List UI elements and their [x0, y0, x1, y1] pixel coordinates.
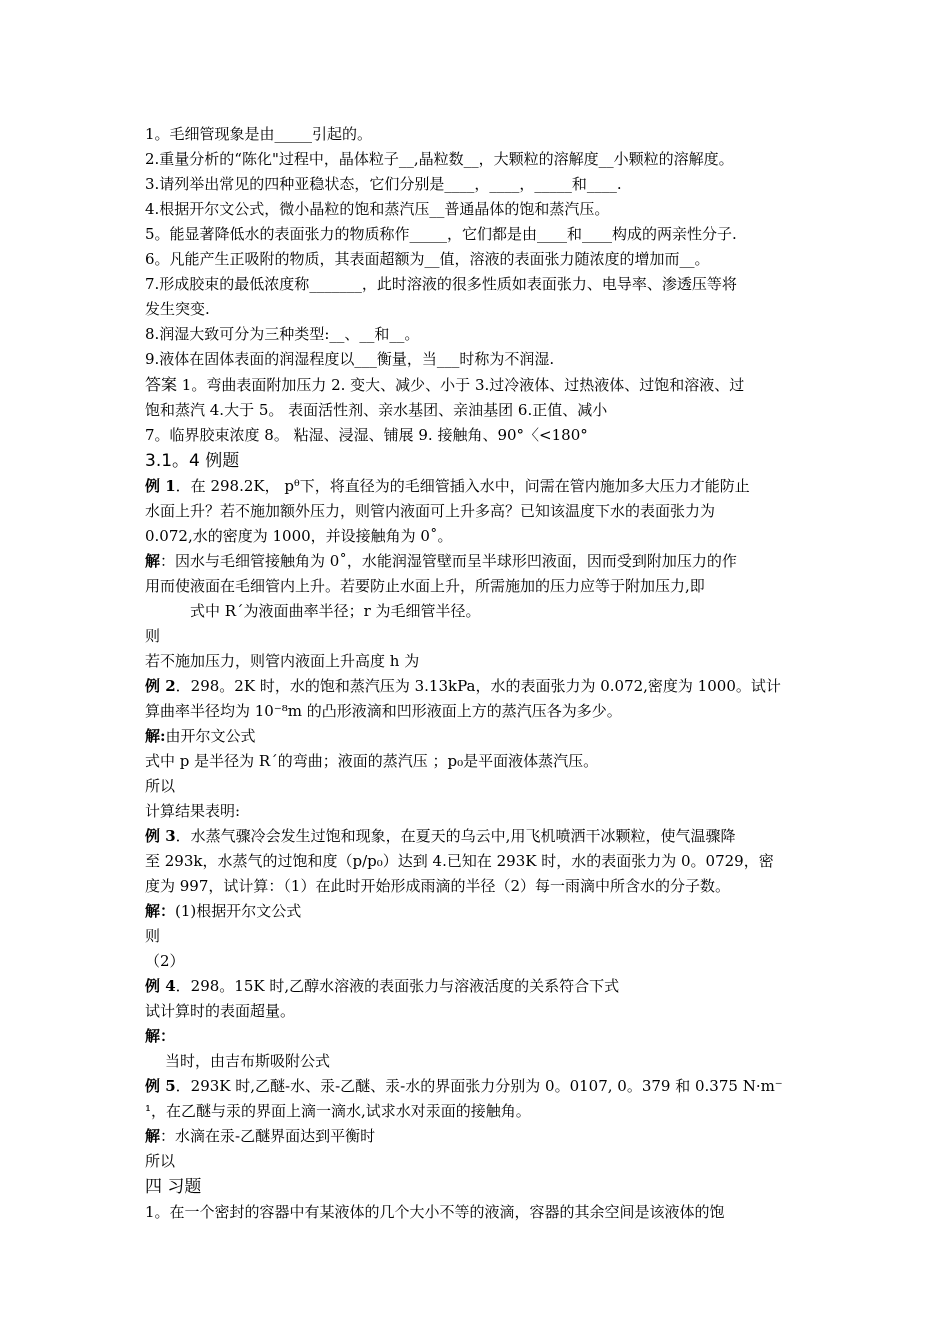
answers-line-2: 饱和蒸汽 4.大于 5。 表面活性剂、亲水基团、亲油基团 6.正值、减小: [145, 401, 608, 419]
question-7: 7.形成胶束的最低浓度称_______，此时溶液的很多性质如表面张力、电导率、渗透压等将: [145, 275, 737, 293]
solution-1-line-1: 解：因水与毛细管接触角为 0˚，水能润湿管壁而呈半球形凹液面，因而受到附加压力的作: [145, 552, 737, 570]
solution-5-line-2: 所以: [145, 1152, 176, 1170]
solution-2-line-2: 式中 p 是半径为 R΄的弯曲；液面的蒸汽压 ；p₀是平面液体蒸汽压。: [145, 752, 599, 770]
question-6: 6。凡能产生正吸附的物质，其表面超额为__值，溶液的表面张力随浓度的增加而__。: [145, 250, 710, 268]
solution-4-label: 解：: [145, 1027, 176, 1045]
solution-2-line-4: 计算结果表明:: [145, 802, 241, 820]
question-9: 9.液体在固体表面的润湿程度以___衡量，当___时称为不润湿.: [145, 350, 555, 368]
question-5: 5。能显著降低水的表面张力的物质称作_____，它们都是由____和____构成的两亲性分子.: [145, 225, 737, 243]
example-3-line-3: 度为 997，试计算：（1）在此时开始形成雨滴的半径（2）每一雨滴中所含水的分子数。: [145, 877, 730, 895]
solution-1-label: 解: [145, 552, 161, 570]
answers-line-3: 7。临界胶束浓度 8。 粘湿、浸湿、铺展 9. 接触角、90°〈<180°: [145, 426, 588, 444]
answers-line-1: 答案 1。弯曲表面附加压力 2. 变大、减少、小于 3.过冷液体、过热液体、过饱和溶液、过: [145, 375, 745, 394]
solution-5-label: 解: [145, 1127, 161, 1145]
example-3-label: 例 3: [145, 827, 176, 845]
question-7-cont: 发生突变.: [145, 300, 210, 318]
example-5-line-1: 例 5．293K 时,乙醚-水、汞-乙醚、汞-水的界面张力分别为 0。0107, 0。379 和 0.375 N·m⁻: [145, 1077, 783, 1095]
example-1-label: 例 1: [145, 477, 176, 495]
example-4-line-1: 例 4．298。15K 时,乙醇水溶液的表面张力与溶液活度的关系符合下式: [145, 977, 620, 995]
solution-2-line-3: 所以: [145, 777, 176, 795]
example-2-line-1: 例 2．298。2K 时，水的饱和蒸汽压为 3.13kPa，水的表面张力为 0.072,密度为 1000。试计: [145, 677, 781, 695]
example-4-line-2: 试计算时的表面超量。: [145, 1002, 296, 1020]
question-3: 3.请列举出常见的四种亚稳状态，它们分别是____，____，_____和____.: [145, 175, 622, 193]
solution-1-line-4: 则: [145, 627, 161, 645]
example-4-label: 例 4: [145, 977, 176, 995]
solution-1-line-2: 用而使液面在毛细管内上升。若要防止水面上升，所需施加的压力应等于附加压力,即: [145, 577, 705, 595]
solution-3-line-2: 则: [145, 927, 161, 945]
question-1: 1。毛细管现象是由_____引起的。: [145, 125, 373, 143]
example-2-line-2: 算曲率半径均为 10⁻⁸m 的凸形液滴和凹形液面上方的蒸汽压各为多少。: [145, 702, 622, 720]
solution-5-line-1: 解：水滴在汞-乙醚界面达到平衡时: [145, 1127, 376, 1145]
exercise-1: 1。在一个密封的容器中有某液体的几个大小不等的液滴，容器的其余空间是该液体的饱: [145, 1203, 725, 1221]
solution-2-line-1: 解:由开尔文公式: [145, 727, 256, 745]
solution-3-line-3: （2）: [145, 952, 185, 970]
question-8: 8.润湿大致可分为三种类型:__、__和__。: [145, 325, 420, 343]
exercises-heading: 四 习题: [145, 1177, 202, 1197]
solution-1-line-3: 式中 R΄为液面曲率半径；r 为毛细管半径。: [190, 602, 481, 620]
example-3-line-2: 至 293k，水蒸气的过饱和度（p/p₀）达到 4.已知在 293K 时，水的表面张力为 0。0729，密: [145, 852, 774, 870]
document-body: [145, 122, 810, 1225]
section-heading: 3.1。4 例题: [145, 451, 240, 471]
solution-2-label: 解:: [145, 727, 166, 745]
example-1-line-3: 0.072,水的密度为 1000，并设接触角为 0˚。: [145, 527, 453, 545]
solution-3-line-1: 解：(1)根据开尔文公式: [145, 902, 302, 920]
example-5-line-2: ¹，在乙醚与汞的界面上滴一滴水,试求水对汞面的接触角。: [145, 1102, 531, 1120]
example-3-line-1: 例 3．水蒸气骤冷会发生过饱和现象，在夏天的乌云中,用飞机喷洒干冰颗粒，使气温骤降: [145, 827, 736, 845]
solution-1-line-5: 若不施加压力，则管内液面上升高度 h 为: [145, 652, 420, 670]
example-1-line-2: 水面上升？若不施加额外压力，则管内液面可上升多高？已知该温度下水的表面张力为: [145, 502, 716, 520]
solution-4-line-1: 当时，由吉布斯吸附公式: [165, 1052, 331, 1070]
example-2-label: 例 2: [145, 677, 176, 695]
solution-3-label: 解：: [145, 902, 176, 920]
example-1-line-1: 例 1．在 298.2K， pᶿ下，将直径为的毛细管插入水中，问需在管内施加多大压力才能防止: [145, 477, 750, 495]
example-5-label: 例 5: [145, 1077, 176, 1095]
question-2: 2.重量分析的“陈化"过程中，晶体粒子__,晶粒数__，大颗粒的溶解度__小颗粒的溶解度。: [145, 150, 734, 168]
answers-label: 答案: [145, 375, 178, 394]
question-4: 4.根据开尔文公式，微小晶粒的饱和蒸汽压__普通晶体的饱和蒸汽压。: [145, 200, 610, 218]
